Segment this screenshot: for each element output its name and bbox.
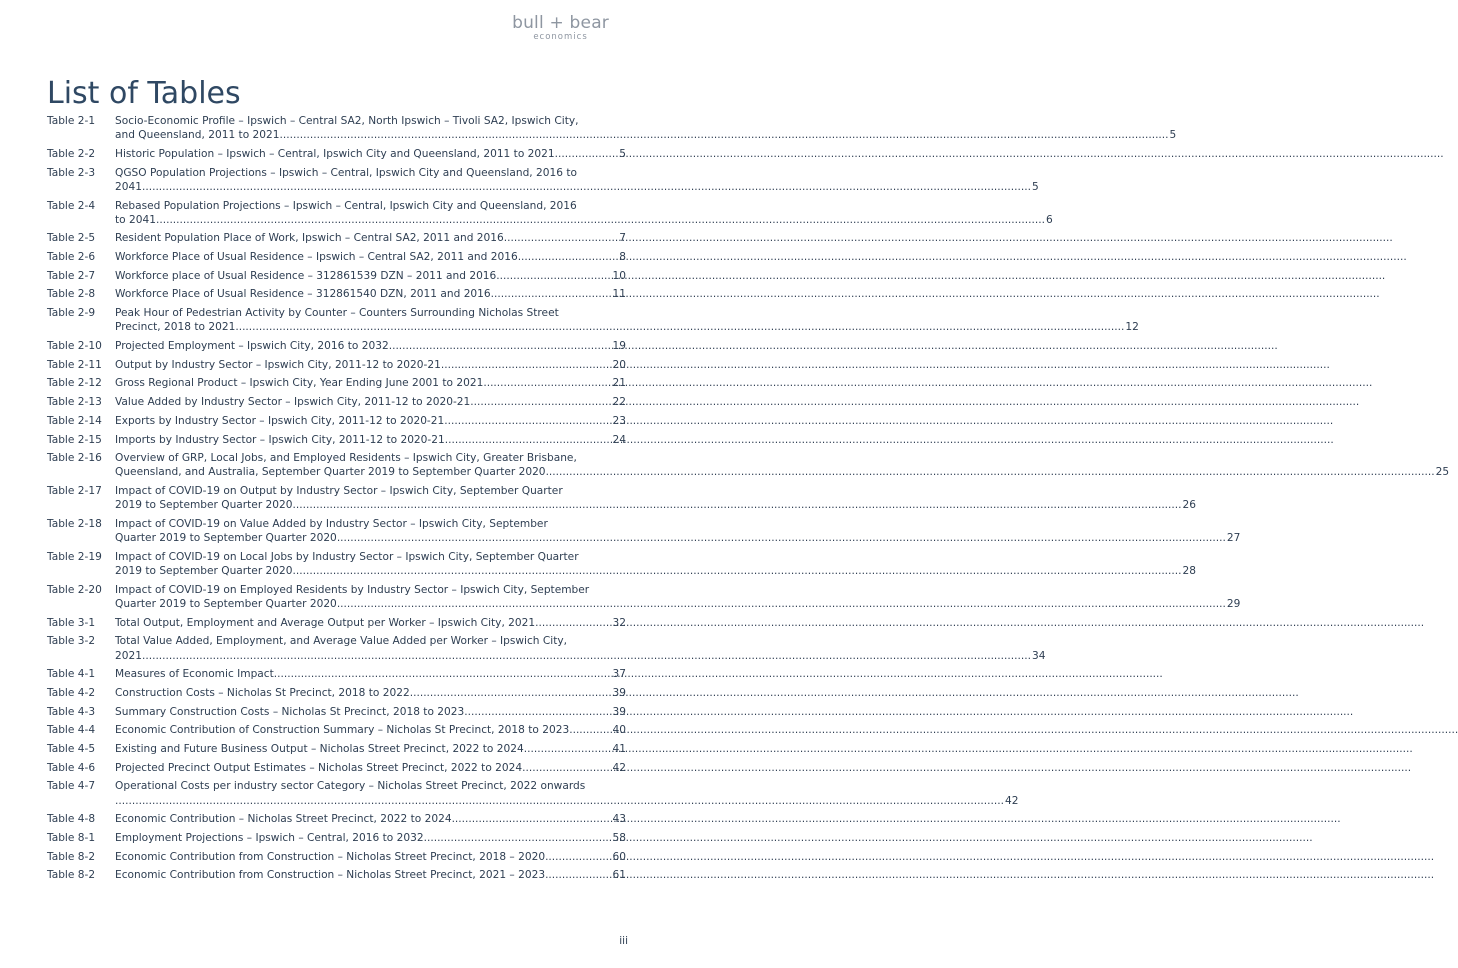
page-ref: 23: [612, 414, 626, 427]
page-ref: 6: [1045, 213, 1053, 226]
page-ref: 5: [1031, 180, 1039, 193]
table-number: Table 2-12: [47, 377, 102, 390]
dot-leader: [274, 667, 612, 681]
table-number: Table 2-6: [47, 251, 96, 264]
dot-leader: [522, 761, 611, 775]
dot-leader: [504, 231, 618, 245]
table-title-continued: Queensland, and Australia, September Quarter 2019 to September Quarter 2020: [115, 466, 546, 479]
table-entry: [115, 742, 626, 756]
dot-leader: [470, 395, 611, 409]
page-ref: 10: [612, 269, 626, 282]
table-title: Economic Contribution from Construction – Nicholas Street Precinct, 2018 – 2020: [115, 850, 546, 863]
entry-continuation: [115, 794, 1019, 808]
table-entry: [115, 114, 1177, 142]
table-entry: [115, 433, 626, 447]
table-title: Economic Contribution from Construction – Nicholas Street Precinct, 2021 – 2023: [115, 869, 546, 882]
page-number: iii: [619, 935, 628, 947]
table-title: Workforce Place of Usual Residence – 312861540 DZN, 2011 and 2016: [115, 288, 491, 301]
table-number: Table 2-18: [47, 518, 102, 530]
table-entry: [115, 868, 626, 882]
table-number: Table 8-2: [47, 850, 96, 863]
dot-leader: [337, 531, 1226, 545]
table-number: Table 2-4: [47, 199, 96, 212]
dot-leader: [496, 269, 611, 283]
table-number: Table 2-15: [47, 433, 102, 446]
table-entry: [115, 451, 1450, 479]
dot-leader: [569, 723, 611, 737]
dot-leader: [293, 564, 1182, 578]
dot-leader: [441, 358, 612, 372]
table-number: Table 2-2: [47, 147, 96, 160]
table-number: Table 8-1: [47, 832, 96, 845]
dot-leader: [555, 147, 619, 161]
table-title: Total Output, Employment and Average Output per Worker – Ipswich City, 2021: [115, 616, 536, 629]
toc-entry[interactable]: [47, 199, 1053, 227]
table-entry: [115, 779, 1019, 807]
toc-entry[interactable]: [47, 395, 626, 409]
table-entry: [115, 484, 1197, 512]
dot-leader: [452, 812, 612, 826]
table-title-continued: Precinct, 2018 to 2021: [115, 321, 236, 334]
entry-continuation: [115, 649, 1046, 663]
dot-leader: [518, 250, 619, 264]
table-title: Projected Employment – Ipswich City, 2016 to 2032: [115, 340, 389, 353]
table-title: Value Added by Industry Sector – Ipswich City, 2011-12 to 2020-21: [115, 396, 471, 409]
table-entry: [115, 339, 626, 353]
table-entry: [115, 686, 626, 700]
table-entry: [115, 583, 1241, 611]
toc-entry[interactable]: [47, 761, 626, 775]
entry-continuation: [115, 128, 1177, 142]
entry-continuation: [115, 465, 1450, 479]
dot-leader: [337, 597, 1226, 611]
entry-continuation: [115, 498, 1197, 512]
table-number: Table 4-2: [47, 687, 96, 699]
table-entry: [115, 376, 626, 390]
page-ref: 61: [612, 869, 626, 882]
toc-entry[interactable]: [47, 451, 1450, 479]
toc-entry[interactable]: [47, 723, 626, 737]
page-ref: 27: [1226, 532, 1241, 545]
page-ref: 11: [612, 288, 626, 301]
table-title: Peak Hour of Pedestrian Activity by Counter – Counters Surrounding Nicholas Street: [115, 307, 559, 320]
table-entry: [115, 147, 626, 161]
page-ref: 26: [1182, 499, 1197, 512]
table-entry: [115, 199, 1053, 227]
page-ref: 41: [612, 743, 626, 756]
table-number: Table 2-14: [47, 414, 102, 427]
table-title-continued: 2021: [115, 649, 142, 662]
table-title: Exports by Industry Sector – Ipswich City, 2011-12 to 2020-21: [115, 414, 445, 427]
table-entry: [115, 667, 626, 681]
table-entry: [115, 287, 626, 301]
table-entry: [115, 395, 626, 409]
page-ref: 43: [612, 813, 626, 826]
table-title: Socio-Economic Profile – Ipswich – Central SA2, North Ipswich – Tivoli SA2, Ipswich City,: [115, 115, 579, 127]
table-entry: [115, 723, 626, 737]
page-ref: 40: [612, 724, 626, 737]
table-entry: [115, 705, 626, 719]
page-ref: 5: [1169, 129, 1177, 142]
table-title: Gross Regional Product – Ipswich City, Year Ending June 2001 to 2021: [115, 377, 484, 390]
toc-entry[interactable]: [47, 250, 626, 264]
page-title: List of Tables: [47, 76, 241, 111]
page-ref: 29: [1226, 598, 1241, 611]
table-entry: [115, 231, 626, 245]
table-number: Table 4-6: [47, 761, 96, 774]
page-ref: 42: [612, 761, 626, 774]
table-title: Overview of GRP, Local Jobs, and Employed Residents – Ipswich City, Greater Brisbane,: [115, 452, 577, 465]
dot-leader: [483, 376, 611, 390]
table-number: Table 2-19: [47, 550, 102, 563]
dot-leader: [445, 433, 612, 447]
table-entry: [115, 269, 626, 283]
dot-leader: [235, 320, 1124, 334]
dot-leader: [389, 339, 612, 353]
table-title: Workforce place of Usual Residence – 312861539 DZN – 2011 and 2016: [115, 269, 497, 282]
dot-leader: [545, 868, 611, 882]
dot-leader: [142, 180, 1031, 194]
entry-continuation: [115, 213, 1053, 227]
toc-entry[interactable]: [47, 550, 1197, 578]
toc-entry[interactable]: [47, 812, 626, 826]
toc-entry[interactable]: [47, 850, 626, 864]
table-title: Impact of COVID-19 on Output by Industry Sector – Ipswich City, September Quarter: [115, 485, 563, 498]
page-ref: 24: [612, 433, 626, 446]
page-ref: 34: [1031, 649, 1046, 662]
entry-continuation: [115, 597, 1241, 611]
table-title: Imports by Industry Sector – Ipswich City, 2011-12 to 2020-21: [115, 433, 445, 446]
toc-entry[interactable]: [47, 358, 626, 372]
page-ref: 42: [1005, 794, 1019, 807]
table-number: Table 4-8: [47, 813, 96, 826]
toc-entry[interactable]: [47, 484, 1197, 512]
table-entry: [115, 850, 626, 864]
dot-leader: [156, 213, 1045, 227]
table-number: Table 2-16: [47, 452, 102, 465]
dot-leader: [293, 498, 1182, 512]
table-title: Output by Industry Sector – Ipswich City, 2011-12 to 2020-21: [115, 358, 441, 371]
toc-entry[interactable]: [47, 269, 626, 283]
page-ref: 7: [619, 232, 626, 245]
toc-entry[interactable]: [47, 616, 626, 630]
toc-entry[interactable]: [47, 433, 626, 447]
table-number: Table 8-2: [47, 869, 96, 882]
table-entry: [115, 306, 1139, 334]
table-title: Rebased Population Projections – Ipswich – Central, Ipswich City and Queensland, 2016: [115, 199, 577, 212]
table-entry: [115, 517, 1241, 545]
dot-leader: [545, 850, 611, 864]
toc-entry[interactable]: [47, 705, 626, 719]
toc-entry[interactable]: [47, 166, 1039, 194]
table-title-continued: 2019 to September Quarter 2020: [115, 565, 293, 578]
table-title-continued: 2019 to September Quarter 2020: [115, 499, 293, 512]
page-ref: 39: [612, 705, 626, 718]
dot-leader: [546, 465, 1435, 479]
toc-entry[interactable]: [47, 667, 626, 681]
toc-entry[interactable]: [47, 147, 626, 161]
table-number: Table 4-1: [47, 668, 96, 681]
page-ref: 8: [619, 251, 626, 264]
dot-leader: [280, 128, 1169, 142]
table-title: Impact of COVID-19 on Employed Residents by Industry Sector – Ipswich City, September: [115, 583, 590, 596]
toc-entry[interactable]: [47, 583, 1241, 611]
table-number: Table 2-7: [47, 269, 96, 282]
table-title-continued: 2041: [115, 180, 142, 193]
toc-entry[interactable]: [47, 742, 626, 756]
table-number: Table 2-13: [47, 396, 102, 409]
table-number: Table 4-5: [47, 743, 96, 756]
table-title-continued: Quarter 2019 to September Quarter 2020: [115, 532, 337, 545]
table-title-continued: to 2041: [115, 213, 156, 226]
list-of-tables: [47, 114, 1450, 887]
table-title: Historic Population – Ipswich – Central, Ipswich City and Queensland, 2011 to 2021: [115, 147, 555, 160]
table-title: Measures of Economic Impact: [115, 668, 274, 681]
entry-continuation: [115, 320, 1139, 334]
table-number: Table 2-3: [47, 166, 96, 179]
page-ref: 37: [612, 668, 626, 681]
table-number: Table 3-1: [47, 616, 96, 629]
table-title: Projected Precinct Output Estimates – Nicholas Street Precinct, 2022 to 2024: [115, 761, 523, 774]
page-ref: 25: [1435, 466, 1450, 479]
dot-leader: [491, 287, 612, 301]
page-ref: 32: [612, 616, 626, 629]
toc-entry[interactable]: [47, 339, 626, 353]
page-ref: 58: [612, 832, 626, 845]
table-title: Existing and Future Business Output – Nicholas Street Precinct, 2022 to 2024: [115, 743, 524, 756]
toc-entry[interactable]: [47, 634, 1046, 662]
toc-entry[interactable]: [47, 231, 626, 245]
table-entry: [115, 166, 1039, 194]
table-entry: [115, 831, 626, 845]
page-ref: 5: [619, 147, 626, 160]
page-ref: 28: [1182, 565, 1197, 578]
table-number: Table 2-10: [47, 340, 102, 353]
table-entry: [115, 634, 1046, 662]
table-number: Table 2-5: [47, 232, 96, 245]
table-entry: [115, 550, 1197, 578]
table-entry: [115, 616, 626, 630]
table-number: Table 2-1: [47, 115, 96, 127]
page-ref: 12: [1125, 321, 1139, 334]
logo-wordmark: bull + bear: [512, 13, 609, 33]
table-title: Workforce Place of Usual Residence – Ipswich – Central SA2, 2011 and 2016: [115, 251, 518, 264]
table-number: Table 4-3: [47, 705, 96, 718]
page-ref: 19: [612, 340, 626, 353]
table-title: Resident Population Place of Work, Ipswich – Central SA2, 2011 and 2016: [115, 232, 504, 245]
table-number: Table 2-17: [47, 485, 102, 498]
table-title: Impact of COVID-19 on Value Added by Industry Sector – Ipswich City, September: [115, 518, 548, 530]
table-number: Table 2-11: [47, 358, 102, 371]
page-ref: 60: [612, 850, 626, 863]
table-number: Table 3-2: [47, 635, 96, 648]
table-entry: [115, 250, 626, 264]
dot-leader: [444, 414, 611, 428]
dot-leader: [524, 742, 612, 756]
toc-entry[interactable]: [47, 306, 1139, 334]
table-title: Operational Costs per industry sector Category – Nicholas Street Precinct, 2022 onwards: [115, 780, 586, 793]
logo-tagline: economics: [533, 32, 588, 42]
table-title: Total Value Added, Employment, and Average Value Added per Worker – Ipswich City,: [115, 635, 568, 648]
entry-continuation: [115, 564, 1197, 578]
dot-leader: [142, 649, 1031, 663]
table-title: Employment Projections – Ipswich – Central, 2016 to 2032: [115, 832, 424, 845]
toc-entry[interactable]: [47, 831, 626, 845]
table-number: Table 2-8: [47, 288, 96, 301]
table-number: Table 2-20: [47, 583, 102, 596]
table-entry: [115, 812, 626, 826]
entry-continuation: [115, 531, 1241, 545]
table-number: Table 4-4: [47, 724, 96, 737]
toc-entry[interactable]: [47, 376, 626, 390]
dot-leader: [115, 794, 1004, 808]
bull-bear-logo: [512, 14, 609, 42]
dot-leader: [424, 831, 612, 845]
table-entry: [115, 358, 626, 372]
table-title-continued: Quarter 2019 to September Quarter 2020: [115, 598, 337, 611]
toc-entry[interactable]: [47, 779, 1019, 807]
dot-leader: [464, 705, 611, 719]
toc-entry[interactable]: [47, 686, 626, 700]
page-ref: 21: [612, 377, 626, 390]
dot-leader: [410, 686, 612, 700]
table-title: Economic Contribution – Nicholas Street Precinct, 2022 to 2024: [115, 813, 452, 826]
toc-entry[interactable]: [47, 114, 1177, 142]
toc-entry[interactable]: [47, 517, 1241, 545]
dot-leader: [535, 616, 611, 630]
page-ref: 20: [612, 358, 626, 371]
table-entry: [115, 414, 626, 428]
entry-continuation: [115, 180, 1039, 194]
toc-entry[interactable]: [47, 868, 626, 882]
table-title: Construction Costs – Nicholas St Precinct, 2018 to 2022: [115, 687, 410, 699]
toc-entry[interactable]: [47, 414, 626, 428]
table-title: Impact of COVID-19 on Local Jobs by Industry Sector – Ipswich City, September Quarter: [115, 550, 579, 563]
toc-entry[interactable]: [47, 287, 626, 301]
table-number: Table 4-7: [47, 780, 96, 793]
page-ref: 39: [612, 687, 626, 699]
table-entry: [115, 761, 626, 775]
page-ref: 22: [612, 396, 626, 409]
table-number: Table 2-9: [47, 307, 96, 320]
table-title: Economic Contribution of Construction Summary – Nicholas St Precinct, 2018 to 2023: [115, 724, 570, 737]
table-title-continued: and Queensland, 2011 to 2021: [115, 129, 280, 142]
table-title: QGSO Population Projections – Ipswich – Central, Ipswich City and Queensland, 2016 to: [115, 166, 577, 179]
table-title: Summary Construction Costs – Nicholas St Precinct, 2018 to 2023: [115, 705, 465, 718]
